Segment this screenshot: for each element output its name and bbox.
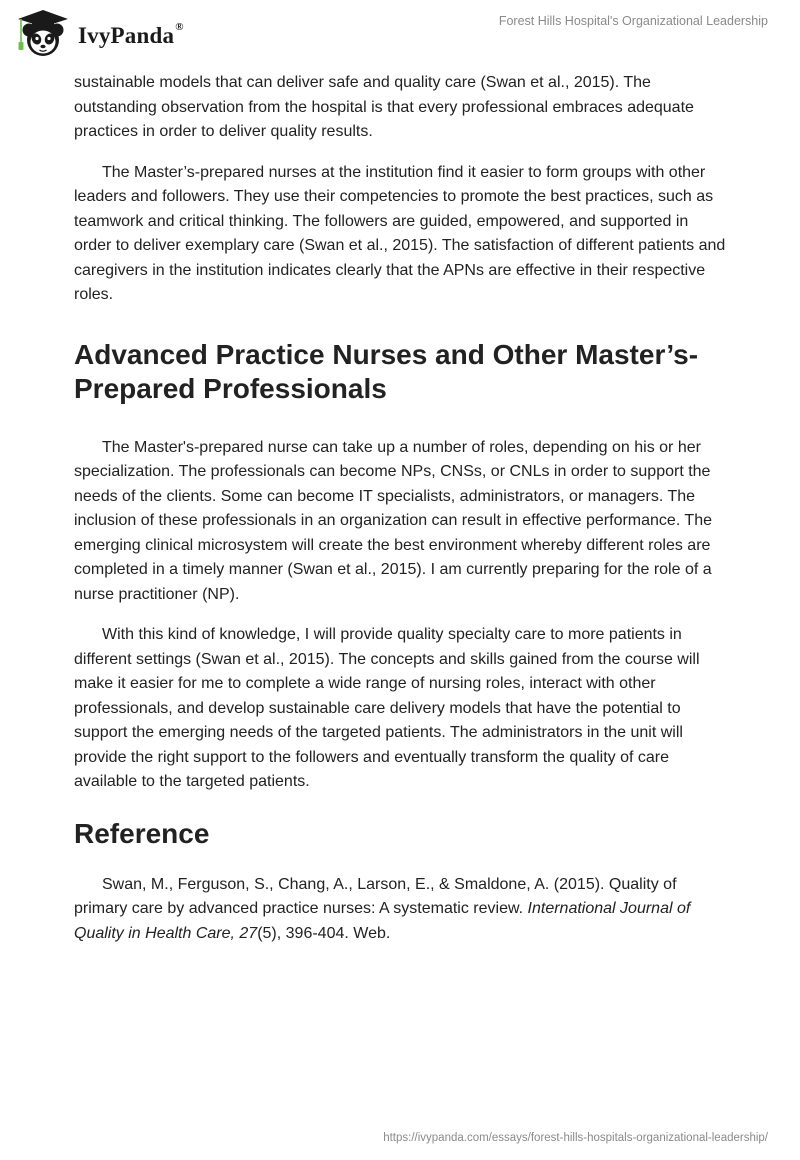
reference-entry (74, 873, 730, 947)
paragraph: The Master’s-prepared nurses at the institution find it easier to form groups with other leaders and followers. They use their competencies to promote the best practices, such as teamwork and critical thinking. The followers are guided, empowered, and supported in order to deliver exemplary care (Swan et al., 2015). The satisfaction of different patients and caregivers in the institution indicates clearly that the APNs are effective in their respective roles. (74, 163, 726, 303)
essay-content (74, 71, 730, 962)
panda-graduation-cap-icon (14, 8, 72, 62)
paragraph-continued: sustainable models that can deliver safe and quality care (Swan et al., 2015). The outstanding observation from the hospital is that every professional embraces adequate practices in order to deliver quality results. (74, 74, 694, 140)
reference-journal: International Journal of Quality in Health Care, 27 (74, 900, 691, 942)
page-header (0, 0, 800, 70)
ivypanda-logo[interactable] (14, 8, 184, 62)
paragraph: The Master's-prepared nurse can take up a number of roles, depending on his or her specialization. The professionals can become NPs, CNSs, or CNLs in order to support the needs of the clients. Some can become IT specialists, administrators, or managers. The inclusion of these professionals in an organization can result in effective performance. The emerging clinical microsystem will create the best environment whereby different roles are completed in a timely manner (Swan et al., 2015). I am currently preparing for the role of a nurse practitioner (NP). (74, 438, 712, 603)
reference-issue-pages: (5), 396-404. Web. (257, 924, 391, 942)
logo-wordmark: IvyPanda® (78, 21, 184, 48)
section-heading: Advanced Practice Nurses and Other Master’s-Prepared Professionals (74, 338, 699, 404)
reference-authors: Swan, M., Ferguson, S., Chang, A., Larson, E., & Smaldone, A. (2015). Quality of primary care by advanced practice nurses: A systematic review. (74, 875, 677, 917)
reference-heading: Reference (74, 817, 210, 849)
registered-mark: ® (175, 21, 184, 34)
document-title: Forest Hills Hospital's Organizational Leadership (498, 14, 768, 28)
source-url[interactable]: https://ivypanda.com/essays/forest-hills-hospitals-organizational-leadership/ (383, 1132, 768, 1144)
paragraph: With this kind of knowledge, I will provide quality specialty care to more patients in different settings (Swan et al., 2015). The concepts and skills gained from the course will make it easier for me to complete a wide range of nursing roles, interact with other professionals, and develop sustainable care delivery models that have the potential to support the emerging needs of the targeted patients. The administrators in the unit will provide the right support to the followers and eventually transform the quality of care available to the targeted patients. (74, 626, 700, 790)
